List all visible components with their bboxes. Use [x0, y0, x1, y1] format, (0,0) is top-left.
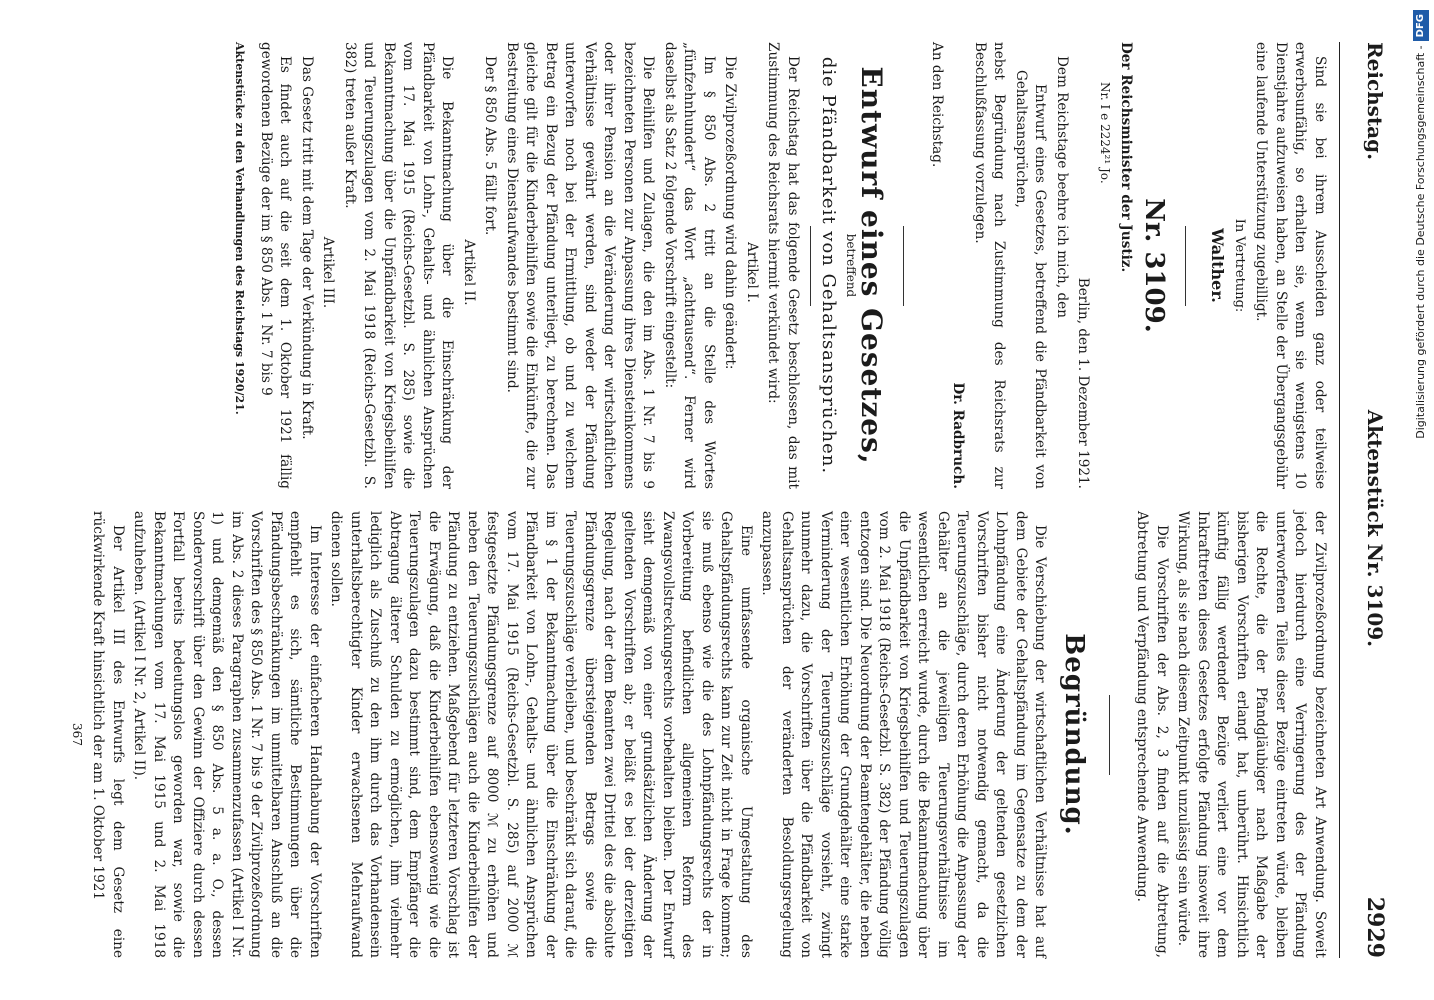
begruendung-paragraph-4: Der Artikel III des Entwurfs legt dem Gesetz eine rückwirkende Kraft hinsichtlich der am 1. Oktober 1921 [90, 511, 126, 958]
dfg-logo: DFG [1413, 10, 1429, 41]
article-1-intro: Die Zivilprozeßordnung wird dahin geändert: [722, 56, 739, 370]
article-1-heading: Artikel I. [744, 242, 760, 303]
digitization-credit [1408, 0, 1434, 1000]
begruendung-paragraph-2: Eine umfassende organische Umgestaltung des Gehaltspfändungsrechts kann zur Zeit nicht in Frage kommen; sie muß ebenso wie die des Lohnpfändungsrechts der in Vorbereitung befindlichen allgemeinen Reform des Zwangsvollstreckungsrechts vorbehalten bleiben. Der Entwurf sieht demgemäß von einer grundsätzlichen Änderung der geltenden Vorschriften ab; er beläßt es bei der derzeitigen Regelung, nach der dem Beamten zwei Drittel des die absolute Pfändungsgrenze übersteigenden Betrags sowie die Teuerungszuschläge verbleiben, und beschränkt sich darauf, die im § 1 der Bekanntmachung über die Einschränkung der Pfändbarkeit von Lohn-, Gehalts- und ähnlichen Ansprüchen vom 17. Mai 1915 (Reichs-Gesetzbl. S. 285) auf 2000 ℳ festgesetzte Pfändungsgrenze auf 8000 ℳ zu erhöhen und neben den Teuerungszuschlägen auch die Kinderbeihilfen der Pfändung zu entziehen. Maßgebend für letzteren Vorschlag ist die Erwägung, daß die Kinderbeihilfen ebensowenig wie die Teuerungszulagen dazu bestimmt sind, dem Empfänger die Abtragung älterer Schulden zu ermöglichen, ihm vielmehr lediglich als Zuschuß zu den ihm durch das Vorhandensein unterhaltsberechtigter Kinder erwachsenen Mehraufwand dienen sollen. [328, 511, 754, 958]
header-left: Reichstag. [1363, 42, 1387, 161]
page-footer: Aktenstücke zu den Verhandlungen des Reichstags 1920/21. [233, 42, 247, 415]
paragraph-abtretung: Die Vorschriften der Abs. 2, 3 finden auf die Abtretung, Abtretung und Verpfändung entsprechende Anwendung. [1134, 511, 1170, 958]
divider [1185, 226, 1186, 306]
signature-name: Walther. [1208, 228, 1228, 303]
place-date: Berlin, den 1. Dezember 1921. [1075, 277, 1092, 489]
page-reference: 367 [70, 723, 84, 746]
article-2-heading: Artikel II. [461, 239, 477, 306]
article-2-paragraph: Die Bekanntmachung über die Einschränkung der Pfändbarkeit von Lohn-, Gehalts- und ähnlichen Ansprüchen vom 17. Mai 1915 (Reichs-Gesetzbl. S. 285) sowie die Bekanntmachung über die Unpfändbarkeit von Kriegsbeihilfen und Teuerungszulagen vom 2. Mai 1918 (Reichs-Gesetzbl. S. 382) treten außer Kraft. [342, 42, 456, 489]
continuation-paragraph: der Zivilprozeßordnung bezeichneten Art Anwendung. Soweit jedoch hierdurch eine Verringerung des der Pfändung unterworfenen Teiles dieser Bezüge eintreten würde, bleiben die Rechte, die der Pfandgläubiger nach Maßgabe der bisherigen Vorschriften erlangt hat, unberührt. Hinsichtlich künftig fällig werdender Bezüge verliert eine vor dem Inkrafttreten dieses Gesetzes erfolgte Pfändung insoweit ihre Wirkung, als sie nach diesem Zeitpunkt unzulässig sein würde. [1175, 511, 1328, 958]
preamble: Der Reichstag hat das folgende Gesetz beschlossen, das mit Zustimmung des Reichsrats hiermit verkündet wird: [765, 42, 801, 489]
rotated-page [64, 0, 1404, 1000]
header-center: Aktenstück Nr. 3109. [1363, 409, 1387, 648]
document-number: Nr. 3109. [1139, 198, 1169, 333]
minister-line: Der Reichsminister der Justiz. [1118, 42, 1135, 273]
page-number: 2929 [1362, 896, 1388, 958]
article-3-paragraph-1: Das Gesetz tritt mit dem Tage der Verkündung in Kraft. [299, 56, 315, 440]
signer: Dr. Radbruch. [950, 382, 967, 489]
divider [904, 226, 905, 306]
divider [1109, 695, 1110, 775]
draft-subtitle: die Pfändbarkeit von Gehaltsansprüchen. [818, 56, 840, 475]
begruendung-heading: Begründung. [1059, 633, 1089, 836]
addressee: An den Reichstag. [929, 42, 945, 168]
body-line-2: Entwurf eines Gesetzes, betreffend die Pfändbarkeit von Gehaltsansprüchen, [1013, 70, 1049, 489]
divider [810, 226, 811, 306]
body-line-3: nebst Begründung nach Zustimmung des Reichsrats zur Beschlußfassung vorzulegen. [972, 42, 1008, 489]
betreffend-label: betreffend [844, 233, 858, 298]
begruendung-paragraph-3: Im Interesse der einfacheren Handhabung der Vorschriften empfiehlt es sich, sämtliche Bestimmungen über die Pfändungsbeschränkungen im unmittelbaren Anschluß an die Vorschriften des § 850 Abs. 1 Nr. 7 bis 9 der Zivilprozeßordnung im Abs. 2 dieses Paragraphen zusammenzufassen (Artikel I Nr. 1) und demgemäß den § 850 Abs. 5 a. a. O., dessen Sondervorschrift über den Gewinn der Offiziere durch dessen Fortfall bereits bedeutungslos geworden war, sowie die Bekanntmachungen vom 17. Mai 1915 und 2. Mai 1918 aufzuheben. (Artikel I Nr. 2, Artikel II). [131, 511, 323, 958]
page-header [1339, 42, 1388, 958]
reference-number: Nr. I e 2224²¹ Jo. [1098, 82, 1112, 184]
credit-text: Digitalisierung gefördert durch die Deutsche Forschungsgemeinschaft - [1414, 45, 1427, 439]
article-3-heading: Artikel III. [320, 236, 337, 309]
intro-paragraph: Sind sie bei ihrem Ausscheiden ganz oder teilweise erwerbsunfähig, so erhalten sie, wenn sie wenigstens 10 Dienstjahre aufzuweisen haben, an Stelle der Übergangsgebühr eine laufende Unterstützung zugebilligt. [1253, 42, 1328, 489]
article-1-paragraph-1: Im § 850 Abs. 2 tritt an die Stelle des Wortes „fünfzehnhundert“ das Wort „achttausend“. Ferner wird daselbst als Satz 2 folgende Vorschrift eingestellt: [662, 42, 717, 489]
signature-label: In Vertretung: [1232, 218, 1247, 313]
right-column [65, 511, 1330, 958]
left-column [65, 42, 1330, 489]
body-line-1: Dem Reichstage beehre ich mich, den [1054, 56, 1070, 318]
article-1-paragraph-2: Die Beihilfen und Zulagen, die den im Abs. 1 Nr. 7 bis 9 bezeichneten Personen zur Anpassung ihres Diensteinkommens oder ihrer Pension an die Veränderung der wirtschaftlichen Verhältnisse gewährt werden, sind weder der Pfändung unterworfen noch bei der Ermittlung, ob und zu welchem Betrag ein Bezug der Pfändung unterliegt, zu berechnen. Das gleiche gilt für die Kinderbeihilfen sowie die Einkünfte, die zur Bestreitung eines Dienstaufwandes bestimmt sind. [504, 42, 657, 489]
begruendung-paragraph-1: Die Verschiebung der wirtschaftlichen Verhältnisse hat auf dem Gebiete der Gehaltspfändung im Gegensatze zu dem der Lohnpfändung eine Änderung der geltenden gesetzlichen Vorschriften bisher nicht notwendig gemacht, da die Teuerungszuschläge, durch deren Erhöhung die Anpassung der Gehälter an die jeweiligen Teuerungsverhältnisse im wesentlichen erreicht wurde, durch die Bekanntmachung über die Unpfändbarkeit von Kriegsbeihilfen und Teuerungszulagen vom 2. Mai 1918 (Reichs-Gesetzbl. S. 382) der Pfändung völlig entzogen sind. Die Neuordnung der Beamtengehälter, die neben einer wesentlichen Erhöhung der Grundgehälter eine starke Verminderung der Teuerungszuschläge vorsieht, zwingt nunmehr dazu, die Vorschriften über die Pfändbarkeit von Gehaltsansprüchen der veränderten Besoldungsregelung anzupassen. [759, 511, 1049, 958]
article-3-paragraph-2: Es findet auch auf die seit dem 1. Oktober 1921 fällig gewordenen Bezüge der im § 850 Abs. 1 Nr. 7 bis 9 [258, 42, 294, 489]
draft-title: Entwurf eines Gesetzes, [855, 66, 889, 465]
article-1-paragraph-3: Der § 850 Abs. 5 fällt fort. [482, 56, 499, 236]
